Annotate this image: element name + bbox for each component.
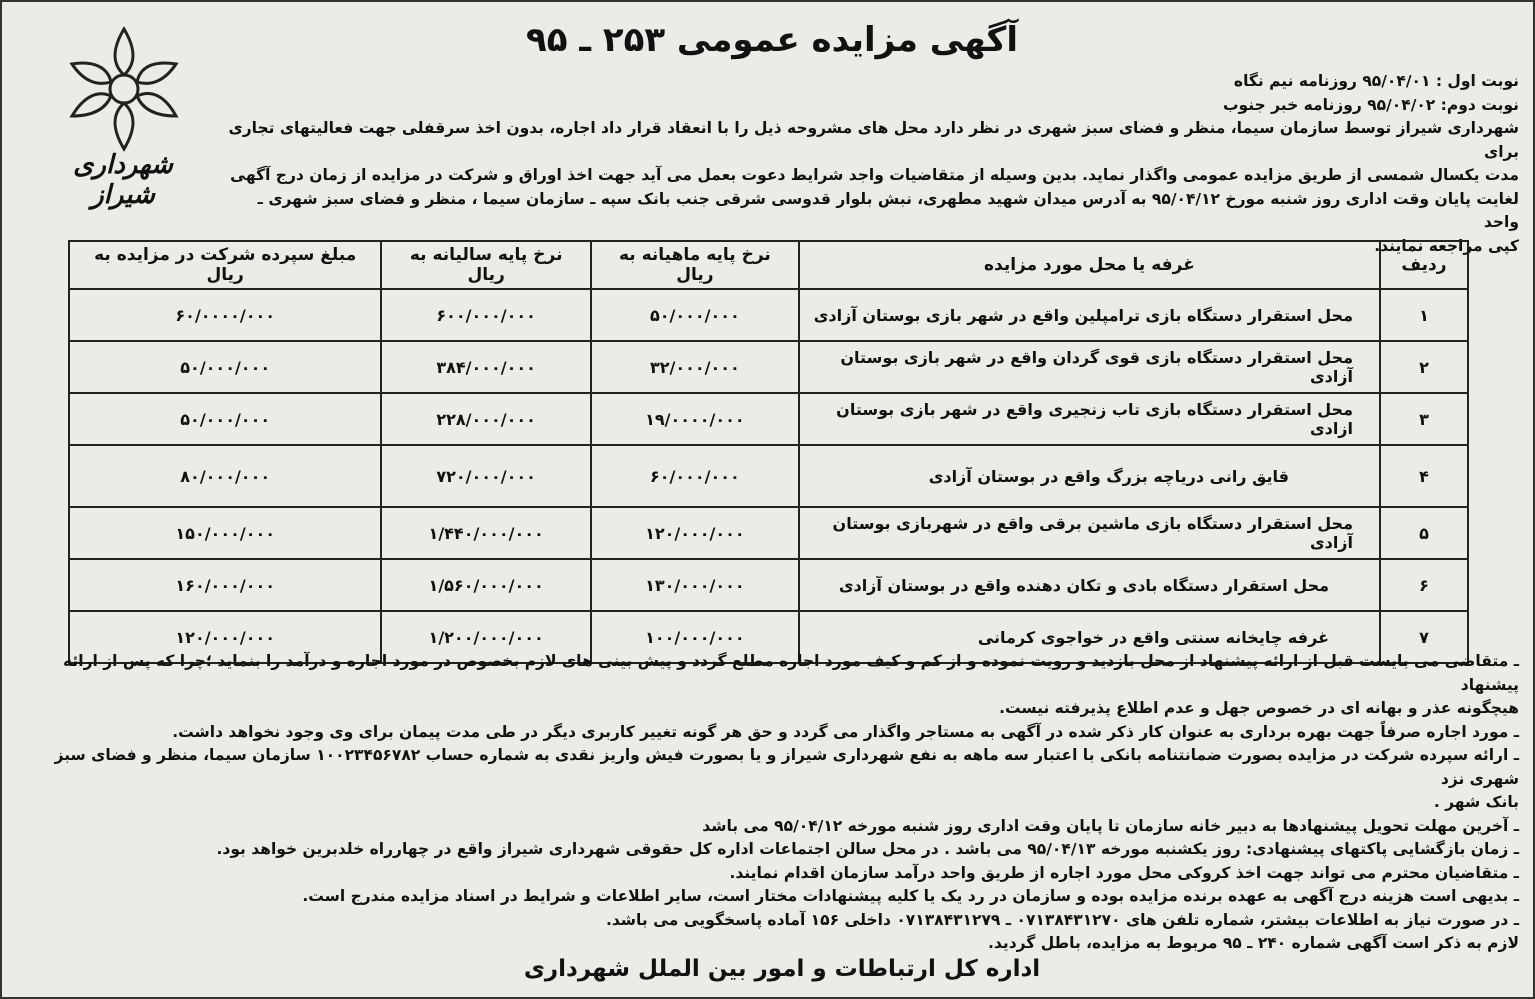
note-line: ـ در صورت نیاز به اطلاعات بیشتر، شماره تلفن های ۰۷۱۳۸۴۳۱۲۷۰ ـ ۰۷۱۳۸۴۳۱۲۷۹ داخلی ۱۵۶ آماده پاسخگویی می باشد. [605,910,1519,929]
yearly-rate-cell: ۱/۲۰۰/۰۰۰/۰۰۰ [381,611,591,663]
table-row [69,507,1468,559]
deposit-cell: ۵۰/۰۰۰/۰۰۰ [69,341,381,393]
note-line: ـ مورد اجاره صرفاً جهت بهره برداری به عنوان کار ذکر شده در آگهی به مستاجر واگذار می گردد و حق هر گونه تغییر کاربری دیگر در طی مدت پیمان برای وی وجود نخواهد داشت. [172,722,1519,741]
monthly-rate-cell: ۱۳۰/۰۰۰/۰۰۰ [591,559,799,611]
place-cell: غرفه چایخانه سنتی واقع در خواجوی کرمانی [799,611,1380,663]
intro-line: شهرداری شیراز توسط سازمان سیما، منظر و فضای سبز شهری در نظر دارد محل های مشروحه ذیل را با انعقاد قرار داد اجاره، بدون اخذ سرقفلی جهت فعالیتهای تجاری برای [228,119,1519,161]
intro-line: نوبت اول : ۹۵/۰۴/۰۱ روزنامه نیم نگاه [1233,72,1519,90]
yearly-rate-cell: ۲۲۸/۰۰۰/۰۰۰ [381,393,591,445]
table-row [69,393,1468,445]
row-number: ۶ [1380,559,1468,611]
row-number: ۳ [1380,393,1468,445]
logo-text: شهرداری شیراز [73,150,173,210]
deposit-cell: ۵۰/۰۰۰/۰۰۰ [69,393,381,445]
header-row-number: ردیف [1380,241,1468,289]
deposit-cell: ۱۵۰/۰۰۰/۰۰۰ [69,507,381,559]
place-cell: محل استقرار دستگاه بازی تاب زنجیری واقع در شهر بازی بوستان ازادی [799,393,1380,445]
table-row [69,289,1468,341]
note-line: ـ متقاضیان محترم می تواند جهت اخذ کروکی محل مورد اجاره از طریق واحد درآمد سازمان اقدام نمایند. [729,863,1519,882]
note-line: بانک شهر . [1433,793,1519,811]
monthly-rate-cell: ۱۲۰/۰۰۰/۰۰۰ [591,507,799,559]
yearly-rate-cell: ۶۰۰/۰۰۰/۰۰۰ [381,289,591,341]
place-cell: قایق رانی دریاچه بزرگ واقع در بوستان آزادی [799,445,1380,507]
table-row [69,341,1468,393]
deposit-cell: ۶۰/۰۰۰۰/۰۰۰ [69,289,381,341]
row-number: ۴ [1380,445,1468,507]
table-header-row [69,241,1468,289]
note-line: هیچگونه عذر و بهانه ای در خصوص جهل و عدم اطلاع پذیرفته نیست. [999,699,1519,717]
deposit-cell: ۱۲۰/۰۰۰/۰۰۰ [69,611,381,663]
yearly-rate-cell: ۳۸۴/۰۰۰/۰۰۰ [381,341,591,393]
header-monthly-rate: نرخ پایه ماهیانه به ریال [591,241,799,289]
header-place: غرفه یا محل مورد مزایده [799,241,1380,289]
row-number: ۲ [1380,341,1468,393]
monthly-rate-cell: ۱۰۰/۰۰۰/۰۰۰ [591,611,799,663]
note-line: ـ آخرین مهلت تحویل پیشنهادها به دبیر خانه سازمان تا پایان وقت اداری روز شنبه مورخه ۹۵/۰۴/۱۲ می باشد [702,816,1519,835]
place-cell: محل استقرار دستگاه بازی ماشین برقی واقع در شهربازی بوستان آزادی [799,507,1380,559]
deposit-cell: ۱۶۰/۰۰۰/۰۰۰ [69,559,381,611]
intro-line: کپی مراجعه نمایند. [1374,236,1519,255]
yearly-rate-cell: ۷۲۰/۰۰۰/۰۰۰ [381,445,591,507]
yearly-rate-cell: ۱/۴۴۰/۰۰۰/۰۰۰ [381,507,591,559]
row-number: ۵ [1380,507,1468,559]
row-number: ۱ [1380,289,1468,341]
deposit-cell: ۸۰/۰۰۰/۰۰۰ [69,445,381,507]
intro-line: مدت یکسال شمسی از طریق مزایده عمومی واگذار نماید. بدین وسیله از متقاضیات واجد شرایط دعوت بعمل می آید جهت اخذ اوراق و شرکت در مزایده از زمان درج آگهی [230,166,1519,184]
notice-title: آگهی مزایده عمومی ۲۵۳ ـ ۹۵ [526,20,1018,60]
header-yearly-rate: نرخ پایه سالیانه به ریال [381,241,591,289]
header-deposit: مبلغ سپرده شرکت در مزایده به ریال [69,241,381,289]
row-number: ۷ [1380,611,1468,663]
monthly-rate-cell: ۱۹/۰۰۰۰/۰۰۰ [591,393,799,445]
note-line: لازم به ذکر است آگهی شماره ۲۴۰ ـ ۹۵ مربوط به مزایده، باطل گردید. [988,934,1519,952]
monthly-rate-cell: ۶۰/۰۰۰/۰۰۰ [591,445,799,507]
monthly-rate-cell: ۵۰/۰۰۰/۰۰۰ [591,289,799,341]
note-line: ـ بدیهی است هزینه درج آگهی به عهده برنده مزایده بوده و سازمان در رد یک یا کلیه پیشنهادات مختار است، سایر اطلاعات و شرایط در اسناد مزایده مندرج است. [302,887,1519,905]
yearly-rate-cell: ۱/۵۶۰/۰۰۰/۰۰۰ [381,559,591,611]
monthly-rate-cell: ۳۲/۰۰۰/۰۰۰ [591,341,799,393]
intro-line: نوبت دوم: ۹۵/۰۴/۰۲ روزنامه خبر جنوب [1222,95,1519,114]
conditions-notes [19,650,1519,956]
intro-line: لغایت پایان وقت اداری روز شنبه مورخ ۹۵/۰۴/۱۲ به آدرس میدان شهید مطهری، نبش بلوار قدوسی شرقی جنب بانک سپه ـ سازمان سیما ، منظر و فضای سبز شهری ـ واحد [257,189,1519,231]
auction-items-table [68,240,1469,664]
note-line: ـ ارائه سپرده شرکت در مزایده بصورت ضمانتنامه بانکی با اعتبار سه ماهه به نفع شهرداری شیراز و یا بصورت فیش واریز نقدی به شماره حساب ۱۰۰۲۳۴۵۶۷۸۲ سازمان سیما، منظر و فضای سبز شهری نزد [54,746,1519,788]
table-row [69,559,1468,611]
signature-department: اداره کل ارتباطات و امور بین الملل شهرداری [523,956,1041,982]
place-cell: محل استقرار دستگاه بادی و تکان دهنده واقع در بوستان آزادی [799,559,1380,611]
note-line: ـ متقاضی می بایست قبل از ارائه پیشنهاد از محل بازدید و رویت نموده و از کم و کیف مورد اجاره مطلع گردد و پیش بینی های لازم بخصوص در مورد اجاره و درآمد را بنماید ؛چرا که پس از ارائه پیشنهاد [63,652,1519,694]
note-line: ـ زمان بازگشایی پاکتهای پیشنهادی: روز یکشنبه مورخه ۹۵/۰۴/۱۳ می باشد . در محل سالن اجتماعات اداره کل حقوقی شهرداری شیراز واقع در چهارراه خلدبرین خواهد بود. [216,840,1519,858]
place-cell: محل استقرار دستگاه بازی ترامپلین واقع در شهر بازی بوستان آزادی [799,289,1380,341]
intro-paragraph [219,70,1519,258]
place-cell: محل استقرار دستگاه بازی قوی گردان واقع در شهر بازی بوستان آزادی [799,341,1380,393]
table-row [69,445,1468,507]
